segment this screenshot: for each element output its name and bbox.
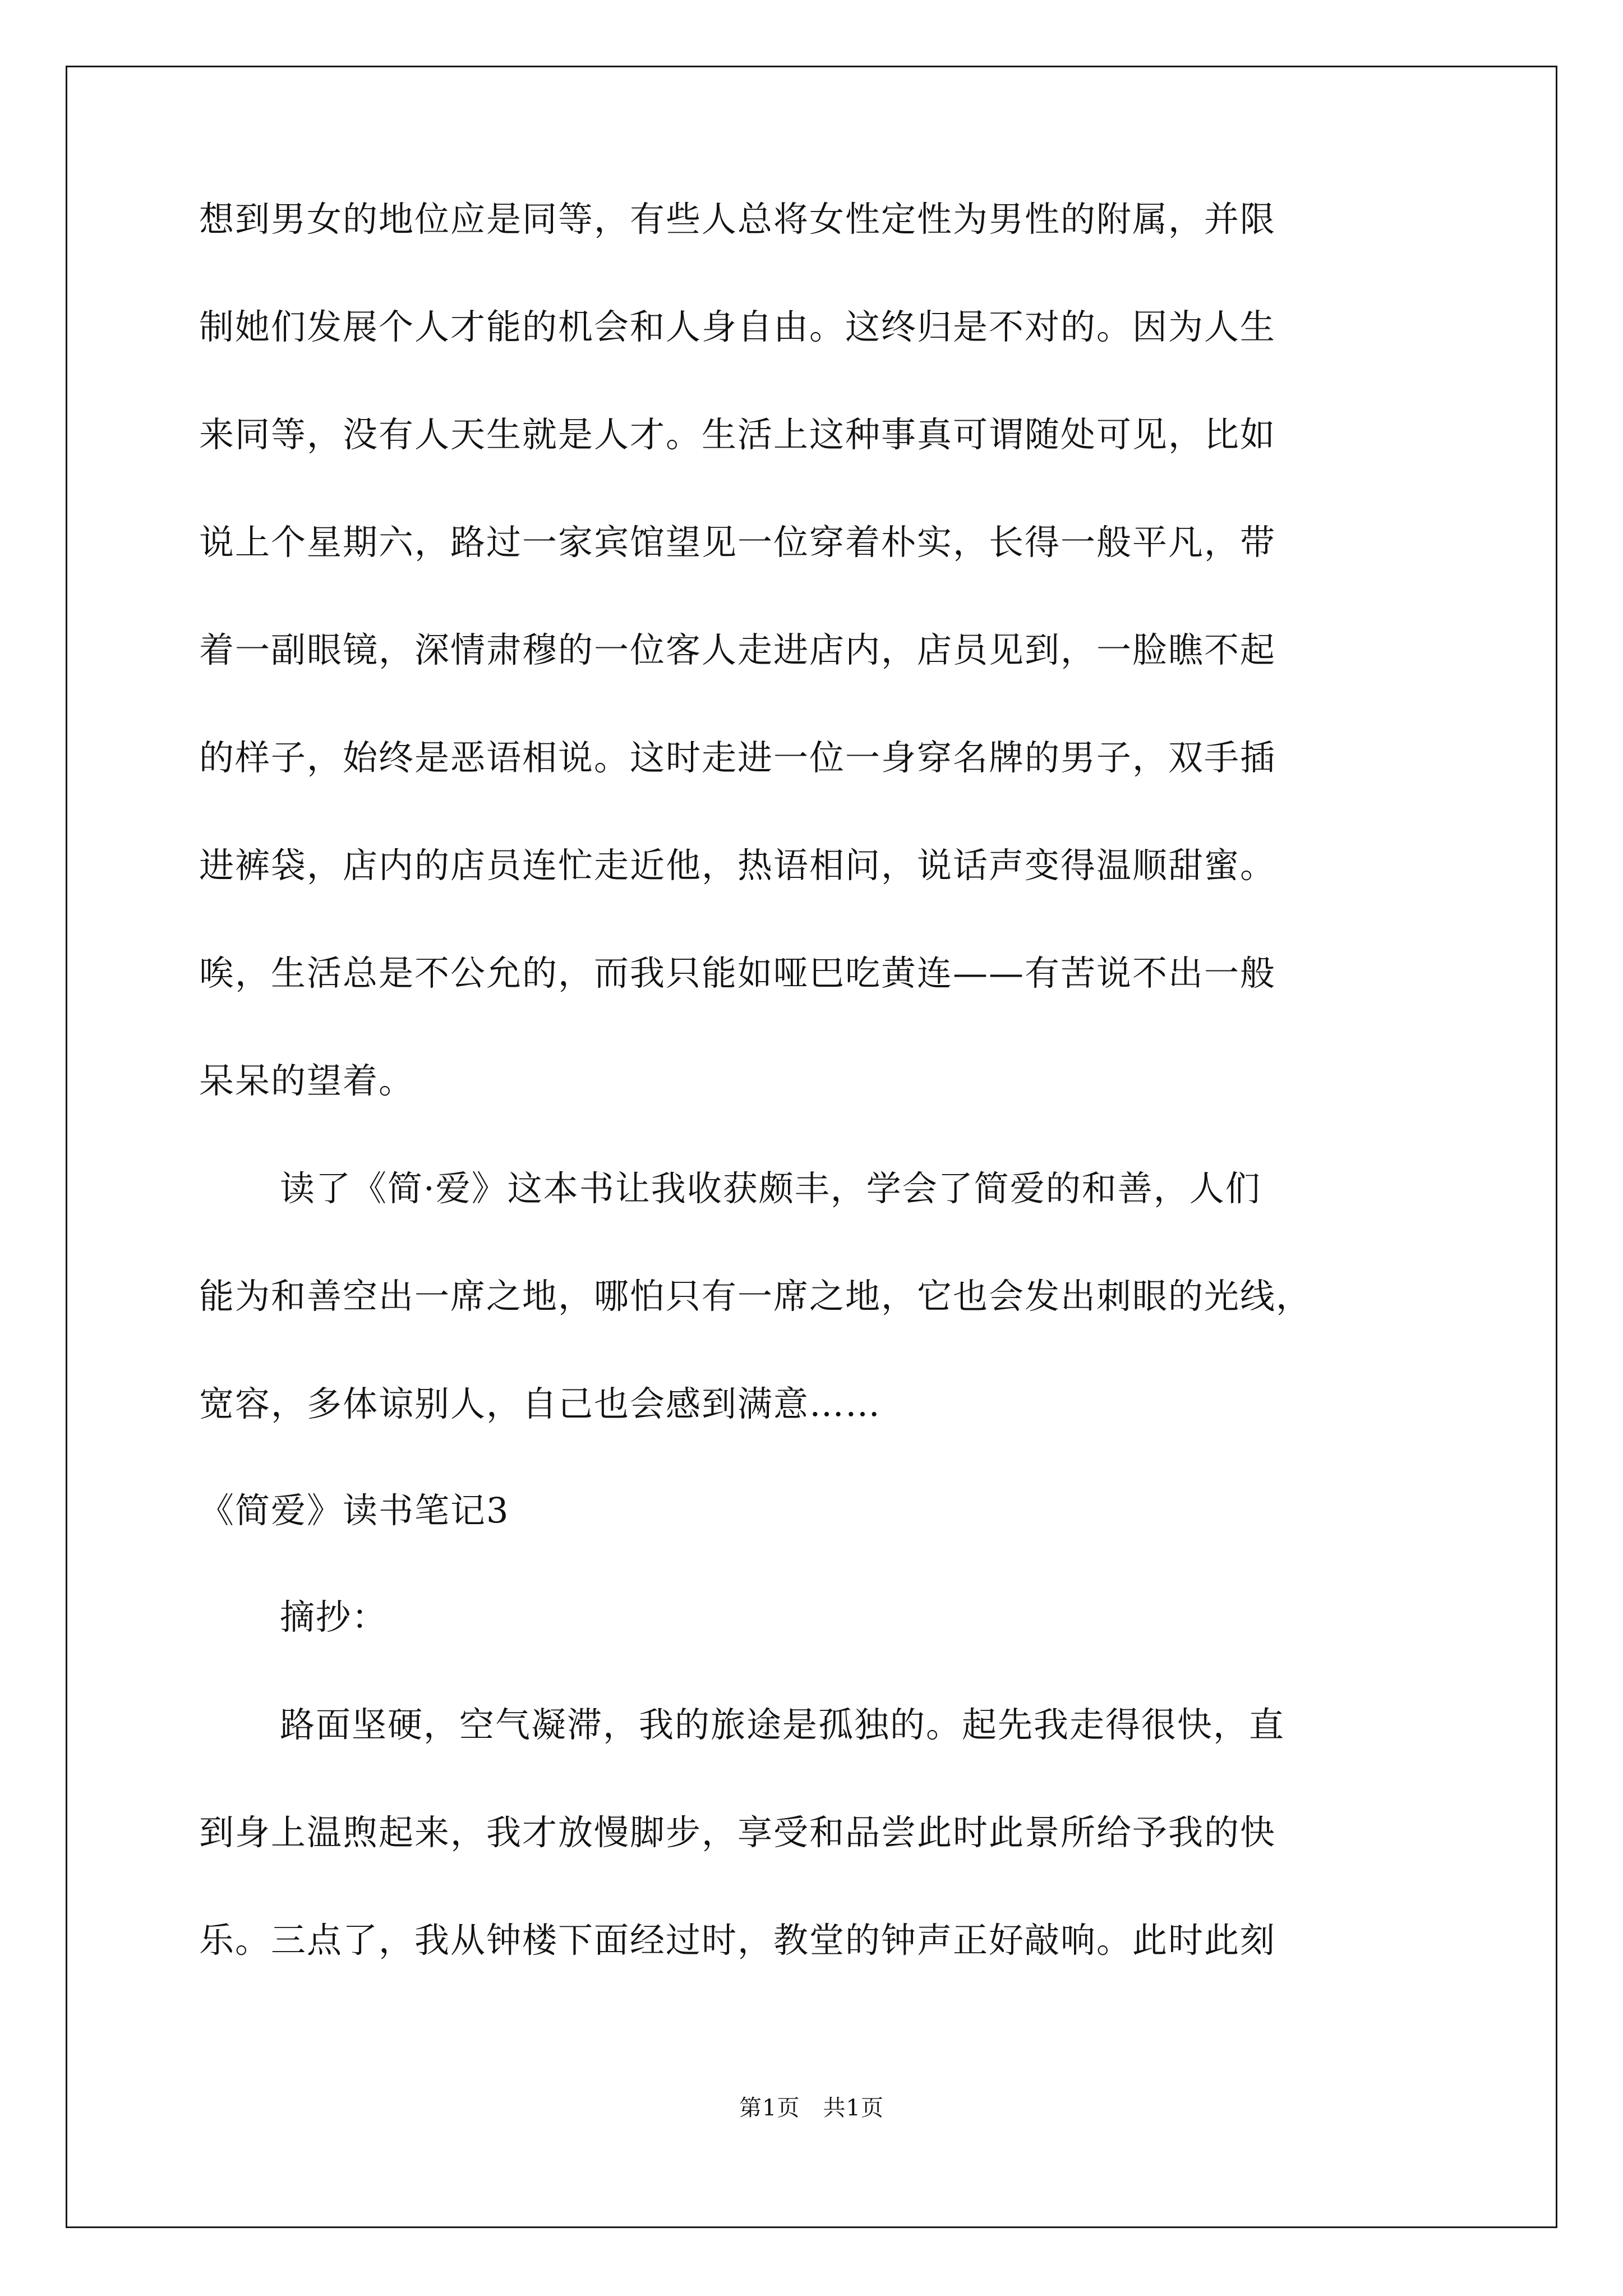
page-footer: 第1页 共1页	[739, 2095, 884, 2121]
section-heading: 《简爱》读书笔记3	[199, 1490, 510, 1531]
body-line: 乐。三点了，我从钟楼下面经过时，教堂的钟声正好敲响。此时此刻	[199, 1920, 1276, 1961]
paragraph-first-line: 读了《简·爱》这本书让我收获颇丰，学会了简爱的和善，人们	[280, 1168, 1261, 1209]
excerpt-label: 摘抄：	[280, 1596, 388, 1637]
body-line: 呆呆的望着。	[199, 1060, 415, 1101]
body-line: 的样子，始终是恶语相说。这时走进一位一身穿名牌的男子，双手插	[199, 737, 1276, 778]
body-line: 制她们发展个人才能的机会和人身自由。这终归是不对的。因为人生	[199, 306, 1276, 347]
body-line: 宽容，多体谅别人，自己也会感到满意……	[199, 1383, 882, 1424]
body-line: 能为和善空出一席之地，哪怕只有一席之地，它也会发出刺眼的光线，	[199, 1276, 1312, 1317]
body-line: 到身上温煦起来，我才放慢脚步，享受和品尝此时此景所给予我的快	[199, 1812, 1276, 1853]
body-line: 来同等，没有人天生就是人才。生活上这种事真可谓随处可见，比如	[199, 414, 1276, 455]
body-line: 想到男女的地位应是同等，有些人总将女性定性为男性的附属，并限	[199, 199, 1276, 240]
body-line: 说上个星期六，路过一家宾馆望见一位穿着朴实，长得一般平凡，带	[199, 522, 1276, 563]
body-line: 进裤袋，店内的店员连忙走近他，热语相问，说话声变得温顺甜蜜。	[199, 845, 1276, 886]
paragraph-first-line: 路面坚硬，空气凝滞，我的旅途是孤独的。起先我走得很快，直	[280, 1704, 1285, 1745]
body-line: 唉，生活总是不公允的，而我只能如哑巴吃黄连——有苦说不出一般	[199, 953, 1276, 993]
body-line: 着一副眼镜，深情肃穆的一位客人走进店内，店员见到，一脸瞧不起	[199, 629, 1276, 670]
page-border	[66, 66, 1557, 2228]
